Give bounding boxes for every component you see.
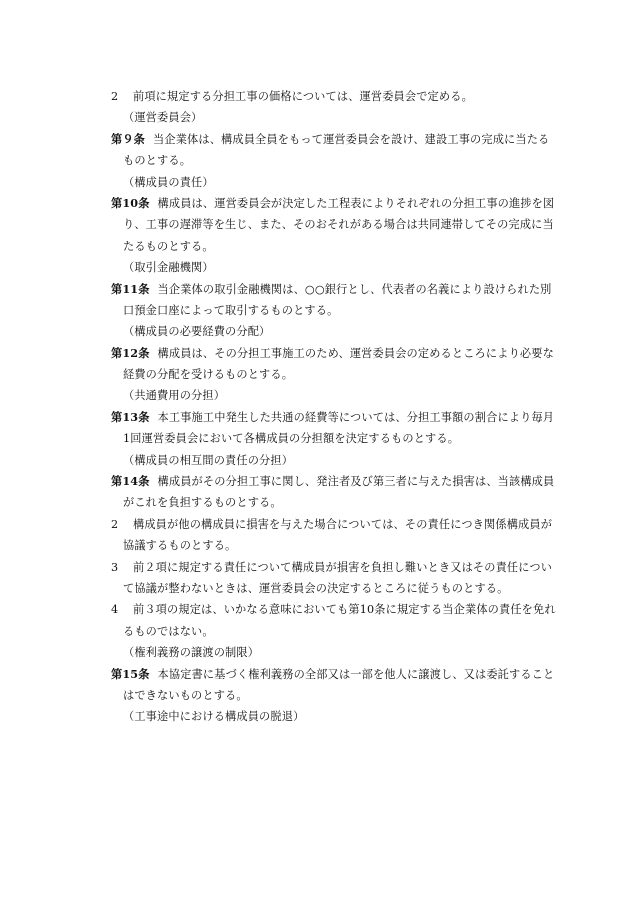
article-text: 本協定書に基づく権利義務の全部又は一部を他人に譲渡し、又は委託すること (157, 667, 555, 681)
article-heading-expense-distribution: （構成員の必要経費の分配） (123, 325, 271, 339)
article-text: 当企業体は、構成員全員をもって運営委員会を設け、建設工事の完成に当たる (153, 132, 550, 146)
article-heading-steering-committee: （運営委員会） (123, 111, 203, 125)
article-number: 第12条 (111, 345, 150, 360)
paragraph-number: 4 (111, 603, 119, 617)
article-9 (111, 129, 571, 150)
paragraph-text: 前項に規定する分担工事の価格については、運営委員会で定める。 (133, 90, 473, 103)
paragraph-2 (111, 514, 571, 535)
article-heading-mutual-liability: （構成員の相互間の責任の分担） (123, 453, 294, 467)
article-10-continuation: たるものとする。 (123, 239, 214, 253)
article-heading-common-costs: （共通費用の分担） (123, 389, 226, 403)
article-14 (111, 471, 571, 492)
article-9-continuation: ものとする。 (123, 154, 192, 168)
paragraph-number: 2 (111, 517, 119, 531)
article-heading-member-withdrawal: （工事途中における構成員の脱退） (123, 710, 305, 724)
article-15-continuation: はできないものとする。 (123, 688, 248, 702)
article-heading-transfer-restriction: （権利義務の譲渡の制限） (123, 646, 260, 660)
article-text: 当企業体の取引金融機関は、○○銀行とし、代表者の名義により設けられた別 (157, 282, 552, 296)
paragraph-continuation: て協議が整わないときは、運営委員会の決定するところに従うものとする。 (123, 581, 509, 595)
article-10 (111, 193, 571, 214)
paragraph-continuation: るものではない。 (123, 624, 214, 638)
article-11 (111, 279, 571, 300)
article-number: 第15条 (111, 666, 150, 681)
article-text: 本工事施工中発生した共通の経費等については、分担工事額の割合により毎月 (157, 410, 555, 424)
article-number: 第11条 (111, 281, 150, 296)
article-12-continuation: 経費の分配を受けるものとする。 (123, 368, 294, 382)
article-10-continuation: り、工事の遅滞等を生じ、また、そのおそれがある場合は共同連帯してその完成に当 (123, 218, 554, 232)
article-text: 構成員は、その分担工事施工のため、運営委員会の定めるところにより必要な (157, 346, 554, 360)
article-15 (111, 664, 571, 685)
paragraph-4 (111, 599, 571, 620)
article-number: 第９条 (111, 131, 146, 146)
article-13-continuation: 1回運営委員会において各構成員の分担額を決定するものとする。 (123, 432, 460, 446)
paragraph-continuation: 協議するものとする。 (123, 539, 237, 553)
article-number: 第14条 (111, 474, 150, 489)
article-heading-financial-institution: （取引金融機関） (123, 261, 214, 275)
article-number: 第13条 (111, 409, 150, 424)
article-text: 構成員がその分担工事に関し、発注者及び第三者に与えた損害は、当該構成員 (157, 475, 555, 489)
article-11-continuation: 口預金口座によって取引するものとする。 (123, 303, 339, 317)
paragraph-number: 3 (111, 560, 119, 574)
paragraph-2 (111, 86, 571, 107)
article-13 (111, 407, 571, 428)
article-number: 第10条 (111, 195, 150, 210)
paragraph-number: 2 (111, 90, 119, 103)
article-heading-member-responsibility: （構成員の責任） (123, 175, 214, 189)
article-text: 構成員は、運営委員会が決定した工程表によりそれぞれの分担工事の進捗を図 (157, 196, 555, 210)
paragraph-3 (111, 557, 571, 578)
article-12 (111, 343, 571, 364)
paragraph-text: 前２項に規定する責任について構成員が損害を負担し難いとき又はその責任につい (133, 560, 553, 574)
paragraph-text: 構成員が他の構成員に損害を与えた場合については、その責任につき関係構成員が (133, 517, 553, 531)
paragraph-text: 前３項の規定は、いかなる意味においても第10条に規定する当企業体の責任を免れ (133, 603, 556, 617)
article-14-continuation: がこれを負担するものとする。 (123, 496, 282, 510)
agreement-text (111, 86, 571, 728)
